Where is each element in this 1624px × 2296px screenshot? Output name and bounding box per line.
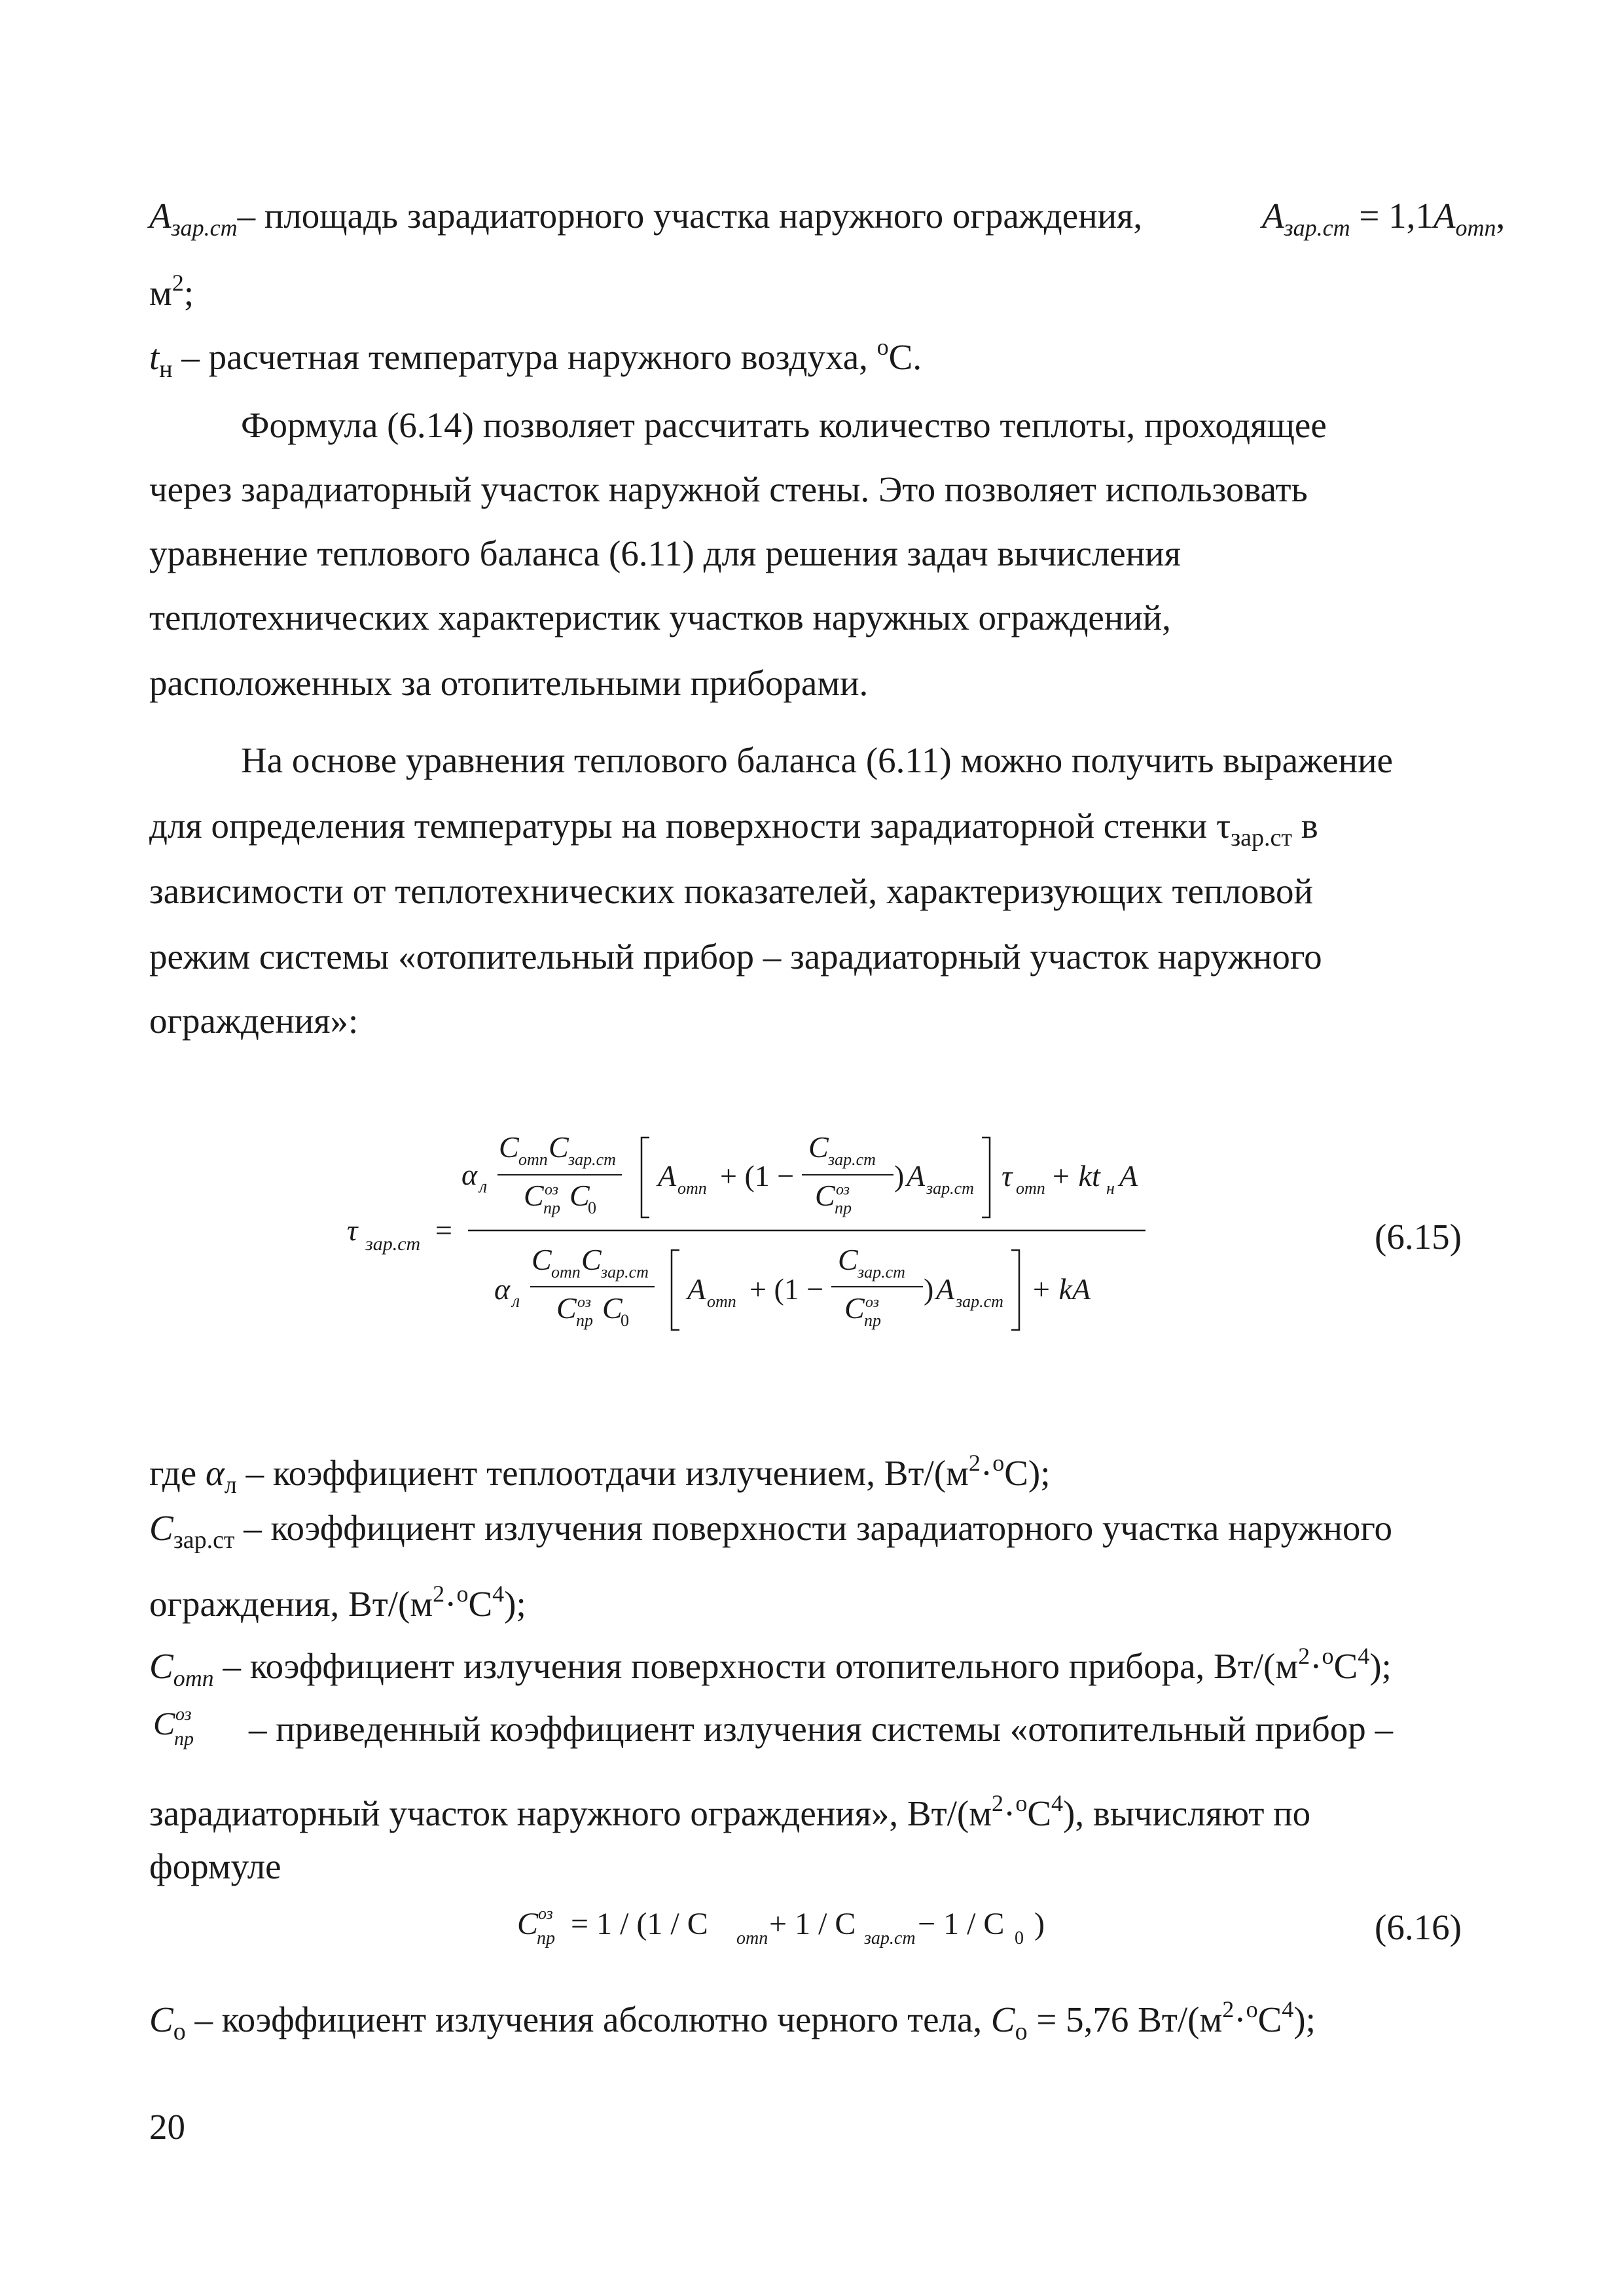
svg-text:0: 0 (1015, 1928, 1024, 1948)
svg-text:зар.ст: зар.ст (864, 1928, 916, 1948)
svg-text:): ) (924, 1272, 934, 1306)
svg-text:= 1 / (1 / C: = 1 / (1 / C (571, 1907, 708, 1941)
eq-equals: = (435, 1213, 452, 1247)
def-czar-line2: ограждения, $Вт/(м^2\cdot^оС^4)$; (149, 1581, 526, 1624)
def-c0: $C_о$ – коэффициент излучения абсолютно черного тела, $C_о = 5,76$ $Вт/(м^2\cdot^оС^4)$; (149, 1996, 1316, 2045)
svg-text:отп: отп (736, 1928, 768, 1948)
para1-line5: расположенных за отопительными приборами. (149, 663, 869, 703)
svg-text:A: A (687, 1272, 706, 1306)
svg-text:C: C (517, 1907, 539, 1941)
svg-text:− 1 / C: − 1 / C (918, 1907, 1005, 1941)
svg-text:пр: пр (835, 1198, 852, 1217)
svg-text:пр: пр (537, 1928, 555, 1948)
line-unit-m2: $м^2$; (149, 270, 194, 313)
svg-text:C: C (838, 1243, 858, 1276)
svg-text:): ) (1034, 1907, 1045, 1941)
svg-text:+ (1 −: + (1 − (749, 1272, 824, 1306)
svg-text:C: C (602, 1291, 623, 1325)
para1-line1: Формула (6.14) позволяет рассчитать количество теплоты, проходящее (241, 405, 1327, 445)
svg-text:н: н (1106, 1179, 1115, 1198)
var-a-zarst: $A_{зар.ст}$ (149, 196, 238, 241)
svg-text:зар.ст: зар.ст (956, 1292, 1003, 1311)
para2-line5: ограждения»: (149, 1001, 359, 1041)
svg-text:C: C (581, 1243, 602, 1276)
svg-text:τ: τ (1001, 1159, 1013, 1193)
svg-text:л: л (512, 1291, 520, 1312)
page-number: 20 (149, 2107, 185, 2147)
svg-text:отп: отп (551, 1263, 581, 1282)
svg-text:C: C (532, 1243, 552, 1276)
svg-text:пр: пр (864, 1311, 881, 1330)
svg-text:оз: оз (538, 1904, 553, 1923)
svg-text:α: α (461, 1158, 478, 1191)
svg-text:отп: отп (707, 1292, 736, 1311)
svg-text:оз: оз (577, 1294, 592, 1311)
para2-line4: режим системы «отопительный прибор – зарадиаторный участок наружного (149, 937, 1322, 977)
svg-text:C: C (815, 1179, 835, 1212)
line-area-definition: $A_{зар.ст}-$ площадь зарадиаторного участка наружного ограждения, $A_{зар.ст} = 1,1A_{отп}$, (149, 196, 1485, 247)
svg-text:+ kt: + kt (1051, 1159, 1100, 1193)
area-formula: $A_{зар.ст} = 1,1A_{отп}$, (1262, 196, 1506, 241)
svg-text:0: 0 (588, 1198, 596, 1217)
svg-text:отп: отп (677, 1179, 707, 1198)
svg-text:α: α (494, 1272, 511, 1306)
svg-text:C: C (556, 1291, 577, 1325)
svg-text:л: л (479, 1177, 488, 1197)
svg-text:зар.ст: зар.ст (568, 1150, 616, 1169)
svg-text:пр: пр (576, 1311, 593, 1330)
cpr-symbol (149, 1695, 228, 1761)
svg-text:C: C (499, 1130, 519, 1164)
svg-text:оз: оз (545, 1181, 559, 1198)
svg-text:A: A (907, 1159, 926, 1193)
line-outside-temp: $t_н$ – расчетная температура наружного воздуха, $^о$С. (149, 334, 922, 383)
svg-text:C: C (844, 1291, 865, 1325)
svg-text:C: C (524, 1179, 544, 1212)
svg-text:0: 0 (621, 1311, 629, 1330)
svg-text:пр: пр (543, 1198, 560, 1217)
def-alpha: где $\alpha_л$ – коэффициент теплоотдачи излучением, $Вт/(м^2\cdot^оС)$; (149, 1450, 1051, 1499)
svg-text:отп: отп (1016, 1179, 1045, 1198)
equation-6-16 (511, 1892, 1034, 1957)
svg-text:C: C (153, 1705, 175, 1742)
equation-6-16-close (1034, 1892, 1060, 1957)
svg-text:зар.ст: зар.ст (828, 1150, 876, 1169)
para1-line2: через зарадиаторный участок наружной стены. Это позволяет использовать (149, 469, 1308, 509)
svg-text:C: C (808, 1130, 829, 1164)
def-cotp: $C_{отп}$ – коэффициент излучения поверхности отопительного прибора, $Вт/(м^2\cdot^оС^4)$; (149, 1643, 1392, 1691)
svg-text:зар.ст: зар.ст (601, 1263, 649, 1282)
svg-text:): ) (894, 1159, 905, 1193)
svg-text:оз: оз (175, 1704, 192, 1725)
svg-text:зар.ст: зар.ст (926, 1179, 974, 1198)
para2-line3: зависимости от теплотехнических показателей, характеризующих тепловой (149, 871, 1313, 911)
svg-text:C: C (549, 1130, 569, 1164)
para1-line4: теплотехнических характеристик участков наружных ограждений, (149, 598, 1171, 637)
svg-text:A: A (1119, 1159, 1138, 1193)
svg-text:+ kA: + kA (1031, 1272, 1091, 1306)
svg-text:A: A (658, 1159, 677, 1193)
svg-text:оз: оз (836, 1181, 850, 1198)
def-czar-line1: $C_{зар.ст}$ – коэффициент излучения поверхности зарадиаторного участка наружного (149, 1508, 1393, 1554)
svg-text:оз: оз (865, 1294, 880, 1311)
svg-text:зар.ст: зар.ст (857, 1263, 905, 1282)
def-cpr-line1: – приведенный коэффициент излучения системы «отопительный прибор – (249, 1709, 1394, 1749)
para2-line2: для определения температуры на поверхности зарадиаторной стенки $\tau_{зар.ст}$ в (149, 806, 1318, 852)
svg-text:+ 1 / C: + 1 / C (769, 1907, 856, 1941)
svg-text:пр: пр (174, 1728, 194, 1749)
para1-line3: уравнение теплового баланса (6.11) для решения задач вычисления (149, 533, 1181, 573)
svg-text:отп: отп (518, 1150, 548, 1169)
equation-number-6-16: (6.16) (1375, 1907, 1462, 1947)
equation-6-15 (327, 1113, 1178, 1348)
def-cpr-line2: зарадиаторный участок наружного ограждения», $Вт/(м^2\cdot^оС^4)$, вычисляют по (149, 1790, 1311, 1833)
svg-text:A: A (936, 1272, 955, 1306)
def-cpr-line3: формуле (149, 1846, 281, 1886)
eq-tau-sub: зар.ст (365, 1233, 421, 1255)
equation-number-6-15: (6.15) (1375, 1217, 1462, 1257)
svg-text:C: C (569, 1179, 590, 1212)
para2-line1: На основе уравнения теплового баланса (6.11) можно получить выражение (241, 740, 1393, 780)
eq-tau: τ (347, 1213, 358, 1247)
svg-text:+ (1 −: + (1 − (720, 1159, 795, 1193)
